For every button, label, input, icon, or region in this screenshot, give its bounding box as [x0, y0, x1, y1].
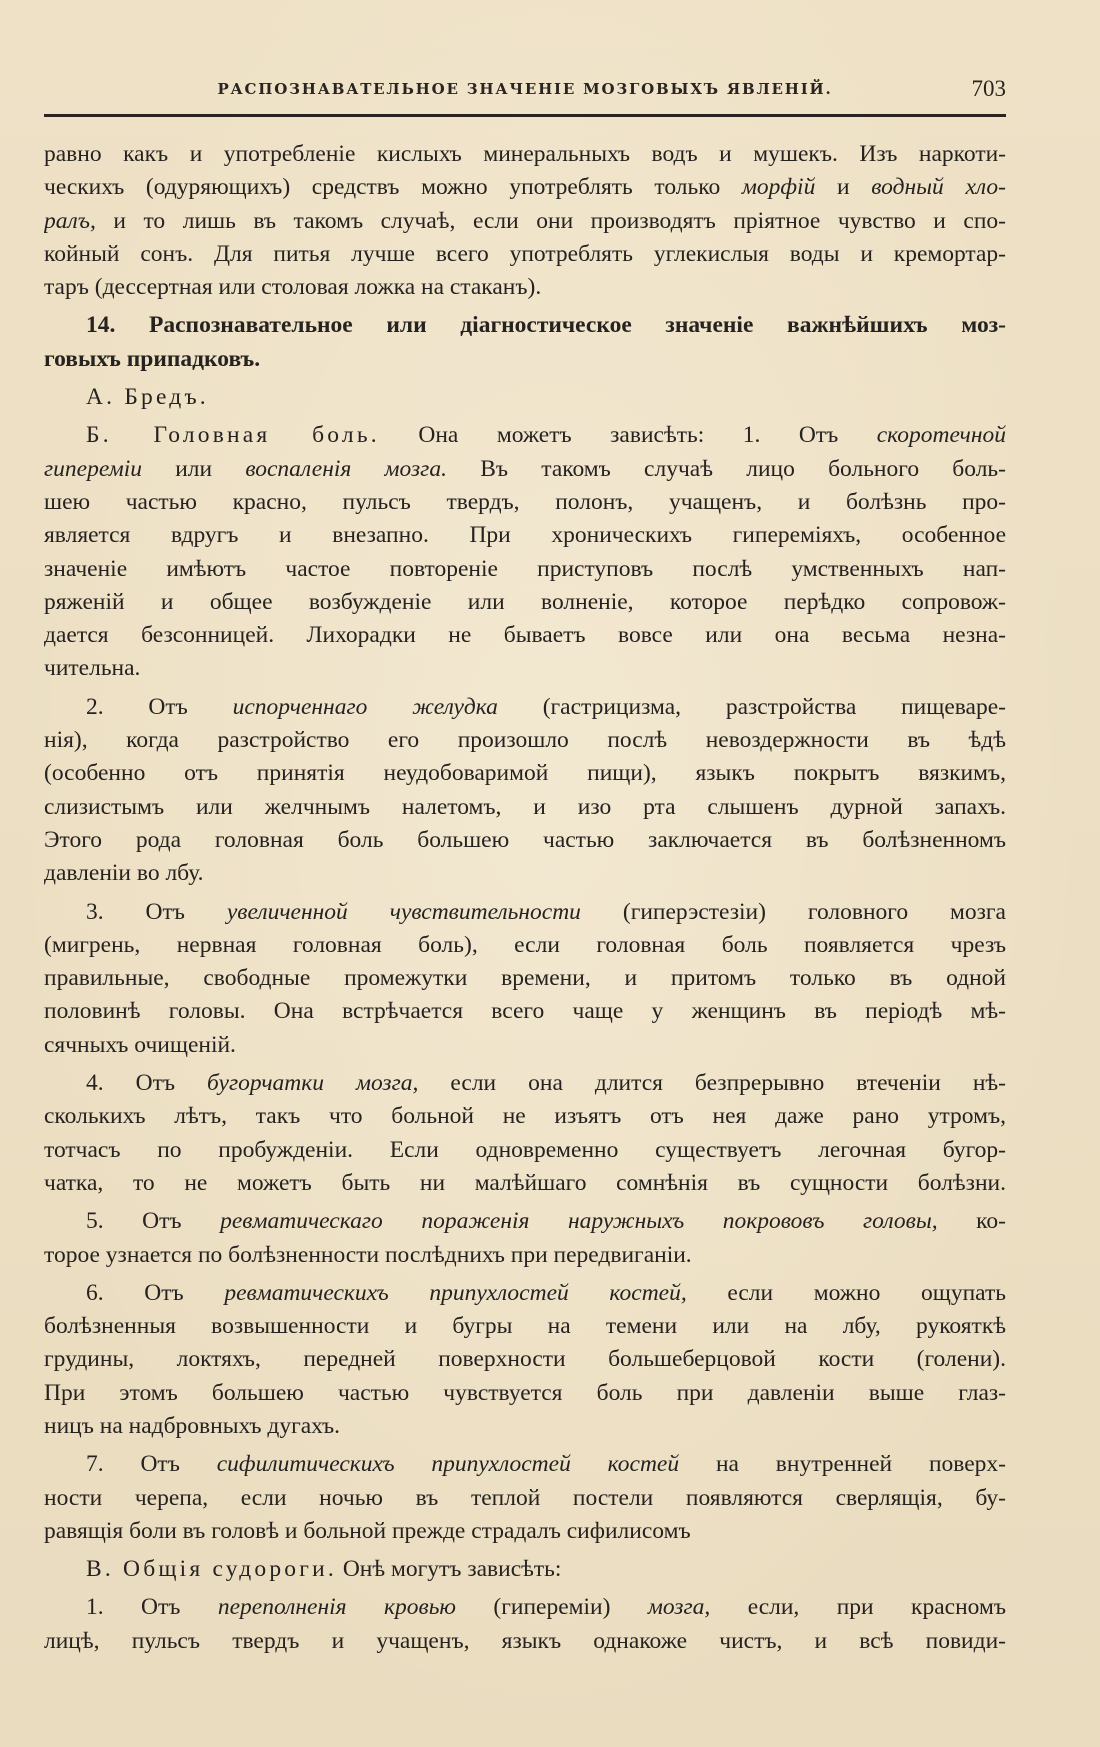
text-segment: А. Бредъ. [86, 384, 209, 411]
text-segment: 5. Отъ [86, 1208, 221, 1235]
text-segment: говыхъ припадковъ. [44, 345, 261, 372]
text-segment: если она длится безпрерывно втеченіи нѣ- [418, 1070, 1006, 1097]
text-line [44, 1029, 1006, 1062]
text-segment: бугорчатки мозга, [207, 1070, 419, 1097]
text-segment: скоротечной [876, 422, 1006, 449]
text-segment: давленіи во лбу. [44, 860, 204, 887]
text-line [44, 1591, 1006, 1624]
text-segment: испорченнаго желудка [232, 693, 498, 720]
text-segment: Б. Головная боль. [86, 422, 380, 449]
text-segment: койный сонъ. Для питья лучше всего употреблять углекислыя воды и кремортар- [44, 240, 1006, 267]
text-line [44, 1067, 1006, 1100]
text-line [44, 1134, 1006, 1167]
text-line [44, 995, 1006, 1028]
text-line [44, 519, 1006, 552]
text-line [44, 453, 1006, 486]
text-segment: грудины, локтяхъ, передней поверхности большеберцовой кости (голени). [44, 1346, 1006, 1373]
text-line [44, 171, 1006, 204]
text-line [44, 619, 1006, 652]
text-segment: является вдругъ и внезапно. При хроническихъ гипереміяхъ, особенное [44, 522, 1006, 549]
text-line [44, 1515, 1006, 1548]
text-segment: морфій [741, 174, 816, 201]
text-segment: чатка, то не можетъ быть ни малѣйшаго сомнѣнія въ сущности болѣзни. [44, 1169, 1006, 1196]
text-segment: торое узнается по болѣзненности послѣднихъ при передвиганіи. [44, 1241, 692, 1268]
text-segment: значеніе имѣютъ частое повтореніе приступовъ послѣ умственныхъ нап- [44, 555, 1006, 582]
text-line [44, 1277, 1006, 1310]
text-line [44, 857, 1006, 890]
text-segment: равящія боли въ головѣ и больной прежде страдалъ сифилисомъ [44, 1517, 691, 1544]
text-line [44, 1167, 1006, 1200]
text-segment: лицѣ, пульсъ твердъ и учащенъ, языкъ однакоже чистъ, и всѣ повиди- [44, 1627, 1006, 1654]
text-segment: (гастрицизма, разстройства пищеваре- [497, 693, 1006, 720]
text-segment: (гипереміи) [455, 1594, 648, 1621]
text-line [44, 962, 1006, 995]
text-line [44, 381, 1006, 414]
text-line [44, 1625, 1006, 1658]
text-segment: В. Общія судороги. [86, 1556, 337, 1583]
text-line [44, 724, 1006, 757]
text-line [44, 824, 1006, 857]
text-segment: 1. Отъ [86, 1594, 218, 1621]
text-segment: слизистымъ или желчнымъ налетомъ, и изо рта слышенъ дурной запахъ. [44, 793, 1006, 820]
running-head: РАСПОЗНАВАТЕЛЬНОЕ ЗНАЧЕНІЕ МОЗГОВЫХЪ ЯВЛЕНІЙ. [217, 80, 833, 98]
text-segment: сячныхъ очищеній. [44, 1031, 236, 1058]
text-segment: Въ такомъ случаѣ лицо больного боль- [446, 455, 1006, 482]
text-segment: (гиперэстезіи) головного мозга [580, 898, 1006, 925]
text-segment: равно какъ и употребленіе кислыхъ минеральныхъ водъ и мушекъ. Изъ наркоти- [44, 141, 1006, 167]
text-segment: 6. Отъ [86, 1279, 225, 1306]
text-segment: водный хло- [871, 174, 1006, 201]
text-line [44, 1553, 1006, 1586]
text-line [44, 586, 1006, 619]
text-line [44, 1100, 1006, 1133]
text-segment: дается безсонницей. Лихорадки не бываетъ вовсе или она весьма незна- [44, 622, 1006, 649]
text-line [44, 1205, 1006, 1238]
text-segment: или [141, 455, 246, 482]
body-text [44, 138, 1006, 1658]
text-segment: ницъ на надбровныхъ дугахъ. [44, 1412, 341, 1439]
text-segment: половинѣ головы. Она встрѣчается всего чаще у женщинъ въ періодѣ мѣ- [44, 998, 1006, 1025]
text-line [44, 1310, 1006, 1343]
text-segment: ряженій и общее возбужденіе или волненіе, которое перѣдко сопровож- [44, 588, 1006, 615]
text-line [44, 205, 1006, 238]
text-segment: болѣзненныя возвышенности и бугры на темени или на лбу, рукояткѣ [44, 1313, 1006, 1340]
text-line [44, 419, 1006, 452]
text-segment: если, при красномъ [710, 1594, 1006, 1621]
text-segment: мозга, [647, 1594, 711, 1621]
text-segment: 14. Распознавательное или діагностическое значеніе важнѣйшихъ моз- [86, 312, 1006, 339]
text-segment: увеличенной чувствительности [226, 898, 581, 925]
text-segment: ревматическаго пораженія наружныхъ покрововъ головы, [220, 1208, 938, 1235]
text-line [44, 486, 1006, 519]
text-line [44, 271, 1006, 304]
text-segment: Онѣ могутъ зависѣть: [336, 1556, 562, 1583]
text-segment: шею частью красно, пульсъ твердъ, полонъ, учащенъ, и болѣзнь про- [44, 488, 1006, 515]
text-line [44, 791, 1006, 824]
text-line [44, 1482, 1006, 1515]
text-line [44, 553, 1006, 586]
text-line [44, 652, 1006, 685]
text-segment: сифилитическихъ припухлостей костей [216, 1451, 680, 1478]
text-line [44, 309, 1006, 342]
text-segment: правильные, свободные промежутки времени, и притомъ только въ одной [44, 965, 1006, 992]
text-segment: таръ (дессертная или столовая ложка на стаканъ). [44, 274, 542, 301]
text-segment: если можно ощупать [686, 1279, 1006, 1306]
text-line [44, 1239, 1006, 1272]
text-segment: воспаленія мозга. [245, 455, 447, 482]
text-segment: 4. Отъ [86, 1070, 208, 1097]
text-segment: 2. Отъ [86, 693, 233, 720]
text-segment: сколькихъ лѣтъ, такъ что больной не изъятъ отъ нея даже рано утромъ, [44, 1103, 1006, 1130]
text-line [44, 757, 1006, 790]
text-line [44, 238, 1006, 271]
text-line [44, 1410, 1006, 1443]
text-segment: При этомъ большею частью чувствуется боль при давленіи выше глаз- [44, 1379, 1006, 1406]
text-segment: ралъ, [44, 207, 96, 234]
text-line [44, 138, 1006, 171]
text-segment: и то лишь въ такомъ случаѣ, если они производятъ пріятное чувство и спо- [95, 207, 1006, 234]
text-segment: на внутренней поверх- [679, 1451, 1006, 1478]
text-segment: гипереміи [44, 455, 142, 482]
text-segment: ко- [937, 1208, 1006, 1235]
text-line [44, 929, 1006, 962]
text-segment: чительна. [44, 655, 141, 682]
text-segment: тотчасъ по пробужденіи. Если одновременно существуетъ легочная бугор- [44, 1136, 1006, 1163]
text-line [44, 896, 1006, 929]
text-line [44, 343, 1006, 376]
text-segment: ревматическихъ припухлостей костей, [224, 1279, 687, 1306]
text-segment: нія), когда разстройство его произошло послѣ невоздержности въ ѣдѣ [44, 727, 1006, 754]
page-header [44, 78, 1006, 117]
text-segment: Она можетъ зависѣть: 1. Отъ [379, 422, 877, 449]
text-segment: (особенно отъ принятія неудобоваримой пищи), языкъ покрытъ вязкимъ, [44, 760, 1006, 787]
text-segment: ности черепа, если ночью въ теплой постели появляются сверлящія, бу- [44, 1484, 1006, 1511]
text-segment: 7. Отъ [86, 1451, 217, 1478]
page-number: 703 [971, 76, 1006, 101]
text-segment: Этого рода головная боль большею частью заключается въ болѣзненномъ [44, 826, 1006, 853]
text-segment: и [815, 174, 872, 201]
text-segment: ческихъ (одуряющихъ) средствъ можно употреблять только [44, 174, 742, 201]
text-line [44, 1377, 1006, 1410]
text-line [44, 1343, 1006, 1376]
text-segment: переполненія кровью [217, 1594, 456, 1621]
text-segment: 3. Отъ [86, 898, 227, 925]
text-segment: (мигрень, нервная головная боль), если головная боль появляется чрезъ [44, 931, 1006, 958]
text-line [44, 691, 1006, 724]
text-line [44, 1448, 1006, 1481]
